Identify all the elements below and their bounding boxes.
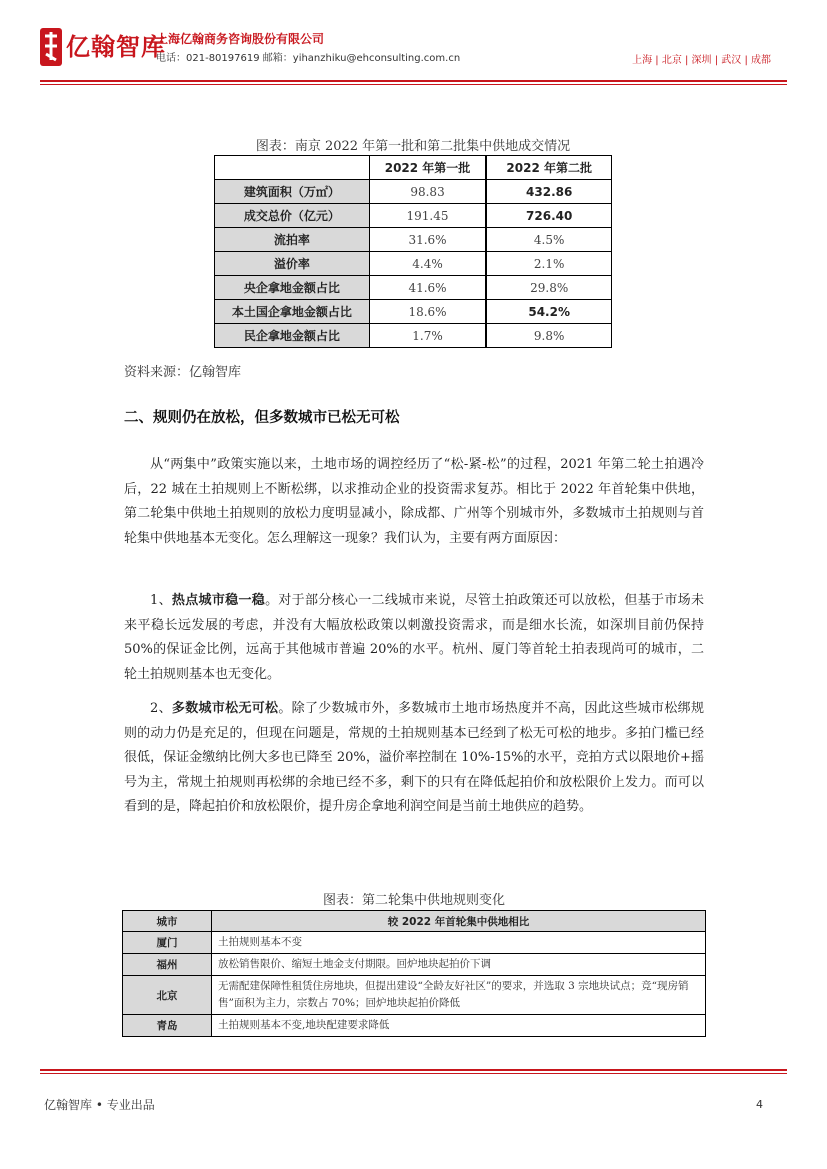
rule-change: 无需配建保障性租赁住房地块，但提出建设“全龄友好社区”的要求，并选取 3 宗地块试点；竞“现房销售”面积为主力，宗数占 70%；回炉地块起拍价降低	[212, 976, 706, 1015]
office-cities: 上海 | 北京 | 深圳 | 武汉 | 成都	[632, 55, 771, 66]
table-row	[123, 932, 706, 954]
brand-name: 亿翰智库	[66, 33, 166, 61]
table-row	[215, 324, 612, 348]
cell-batch1: 18.6%	[369, 300, 486, 324]
section-title: 二、规则仍在放松，但多数城市已松无可松	[124, 410, 400, 426]
point-heading: 热点城市稳一稳	[171, 593, 266, 608]
cell-batch2: 432.86	[486, 180, 611, 204]
col-city: 城市	[123, 911, 212, 932]
row-label: 建筑面积（万㎡）	[215, 180, 370, 204]
col-comparison: 较 2022 年首轮集中供地相比	[212, 911, 706, 932]
cell-batch2: 9.8%	[486, 324, 611, 348]
cell-batch2: 726.40	[486, 204, 611, 228]
cell-batch1: 31.6%	[369, 228, 486, 252]
paragraph-hot-cities	[124, 589, 704, 687]
point-number: 1、	[150, 593, 172, 608]
header-blank	[215, 156, 370, 180]
city-name: 厦门	[123, 932, 212, 954]
cell-batch2: 54.2%	[486, 300, 611, 324]
footer-rule-thin	[40, 1073, 787, 1074]
cell-batch1: 4.4%	[369, 252, 486, 276]
table-row	[123, 1015, 706, 1037]
page-number: 4	[756, 1098, 763, 1111]
cell-batch2: 2.1%	[486, 252, 611, 276]
table-row	[215, 180, 612, 204]
table-row	[215, 204, 612, 228]
nanjing-land-table	[214, 155, 612, 348]
cell-batch1: 98.83	[369, 180, 486, 204]
rule-change: 放松销售限价、缩短土地金支付期限。回炉地块起拍价下调	[212, 954, 706, 976]
paragraph-intro: 从“两集中”政策实施以来，土地市场的调控经历了“松-紧-松”的过程，2021 年第二轮土拍遇冷后，22 城在土拍规则上不断松绑，以求推动企业的投资需求复苏。相比于 2022 年首轮集中供地，第二轮集中供地土拍规则的放松力度明显减小，除成都、广州等个别城市外，多数城市土拍规则与首轮集中供地基本无变化。怎么理解这一现象？我们认为，主要有两方面原因：	[124, 457, 704, 546]
point-body: 。对于部分核心一二线城市来说，尽管土拍政策还可以放松，但基于市场未来平稳长远发展的考虑，并没有大幅放松政策以刺激投资需求，而是细水长流，如深圳目前仍保持 50%的保证金比例，远高于其他城市普遍 20%的水平。杭州、厦门等首轮土拍表现尚可的城市，二轮土拍规则基本也无变化。	[124, 593, 704, 682]
cell-batch2: 4.5%	[486, 228, 611, 252]
row-label: 溢价率	[215, 252, 370, 276]
row-label: 本土国企拿地金额占比	[215, 300, 370, 324]
city-name: 青岛	[123, 1015, 212, 1037]
col-batch1: 2022 年第一批	[369, 156, 486, 180]
col-batch2: 2022 年第二批	[486, 156, 611, 180]
cell-batch1: 1.7%	[369, 324, 486, 348]
table2-caption: 图表：第二轮集中供地规则变化	[322, 893, 505, 908]
row-label: 成交总价（亿元）	[215, 204, 370, 228]
table-header-row	[215, 156, 612, 180]
footer-rule	[40, 1069, 787, 1071]
city-name: 福州	[123, 954, 212, 976]
cell-batch1: 191.45	[369, 204, 486, 228]
table-header-row	[123, 911, 706, 932]
cell-batch2: 29.8%	[486, 276, 611, 300]
footer-text: 亿翰智库 • 专业出品	[44, 1098, 155, 1112]
rule-change: 土拍规则基本不变	[212, 932, 706, 954]
row-label: 民企拿地金额占比	[215, 324, 370, 348]
table-row	[215, 252, 612, 276]
table1-source: 资料来源：亿翰智库	[124, 365, 242, 380]
point-heading: 多数城市松无可松	[171, 701, 279, 716]
table-row	[123, 954, 706, 976]
table-row	[123, 976, 706, 1015]
paragraph-most-cities	[124, 697, 704, 820]
land-rules-table	[122, 910, 706, 1037]
city-name: 北京	[123, 976, 212, 1015]
cell-batch1: 41.6%	[369, 276, 486, 300]
header-rule	[40, 80, 787, 82]
row-label: 央企拿地金额占比	[215, 276, 370, 300]
table-row	[215, 276, 612, 300]
row-label: 流拍率	[215, 228, 370, 252]
table-row	[215, 228, 612, 252]
contact-info: 电话：021-80197619 邮箱：yihanzhiku@ehconsulting.com.cn	[156, 53, 461, 64]
point-body: 。除了少数城市外，多数城市土地市场热度并不高，因此这些城市松绑规则的动力仍是充足的，但现在问题是，常规的土拍规则基本已经到了松无可松的地步。多拍门槛已经很低，保证金缴纳比例大多也已降至 20%，溢价率控制在 10%-15%的水平，竞拍方式以限地价+摇号为主，常规土拍规则再松绑的余地已经不多，剩下的只有在降低起拍价和放松限价上发力。而可以看到的是，降起拍价和放松限价，提升房企拿地利润空间是当前土地供应的趋势。	[124, 701, 704, 814]
rule-change: 土拍规则基本不变,地块配建要求降低	[212, 1015, 706, 1037]
company-name: 上海亿翰商务咨询股份有限公司	[156, 32, 325, 46]
table-row	[215, 300, 612, 324]
point-number: 2、	[150, 701, 172, 716]
header-rule-thin	[40, 84, 787, 85]
table1-caption: 图表：南京 2022 年第一批和第二批集中供地成交情况	[255, 139, 571, 154]
